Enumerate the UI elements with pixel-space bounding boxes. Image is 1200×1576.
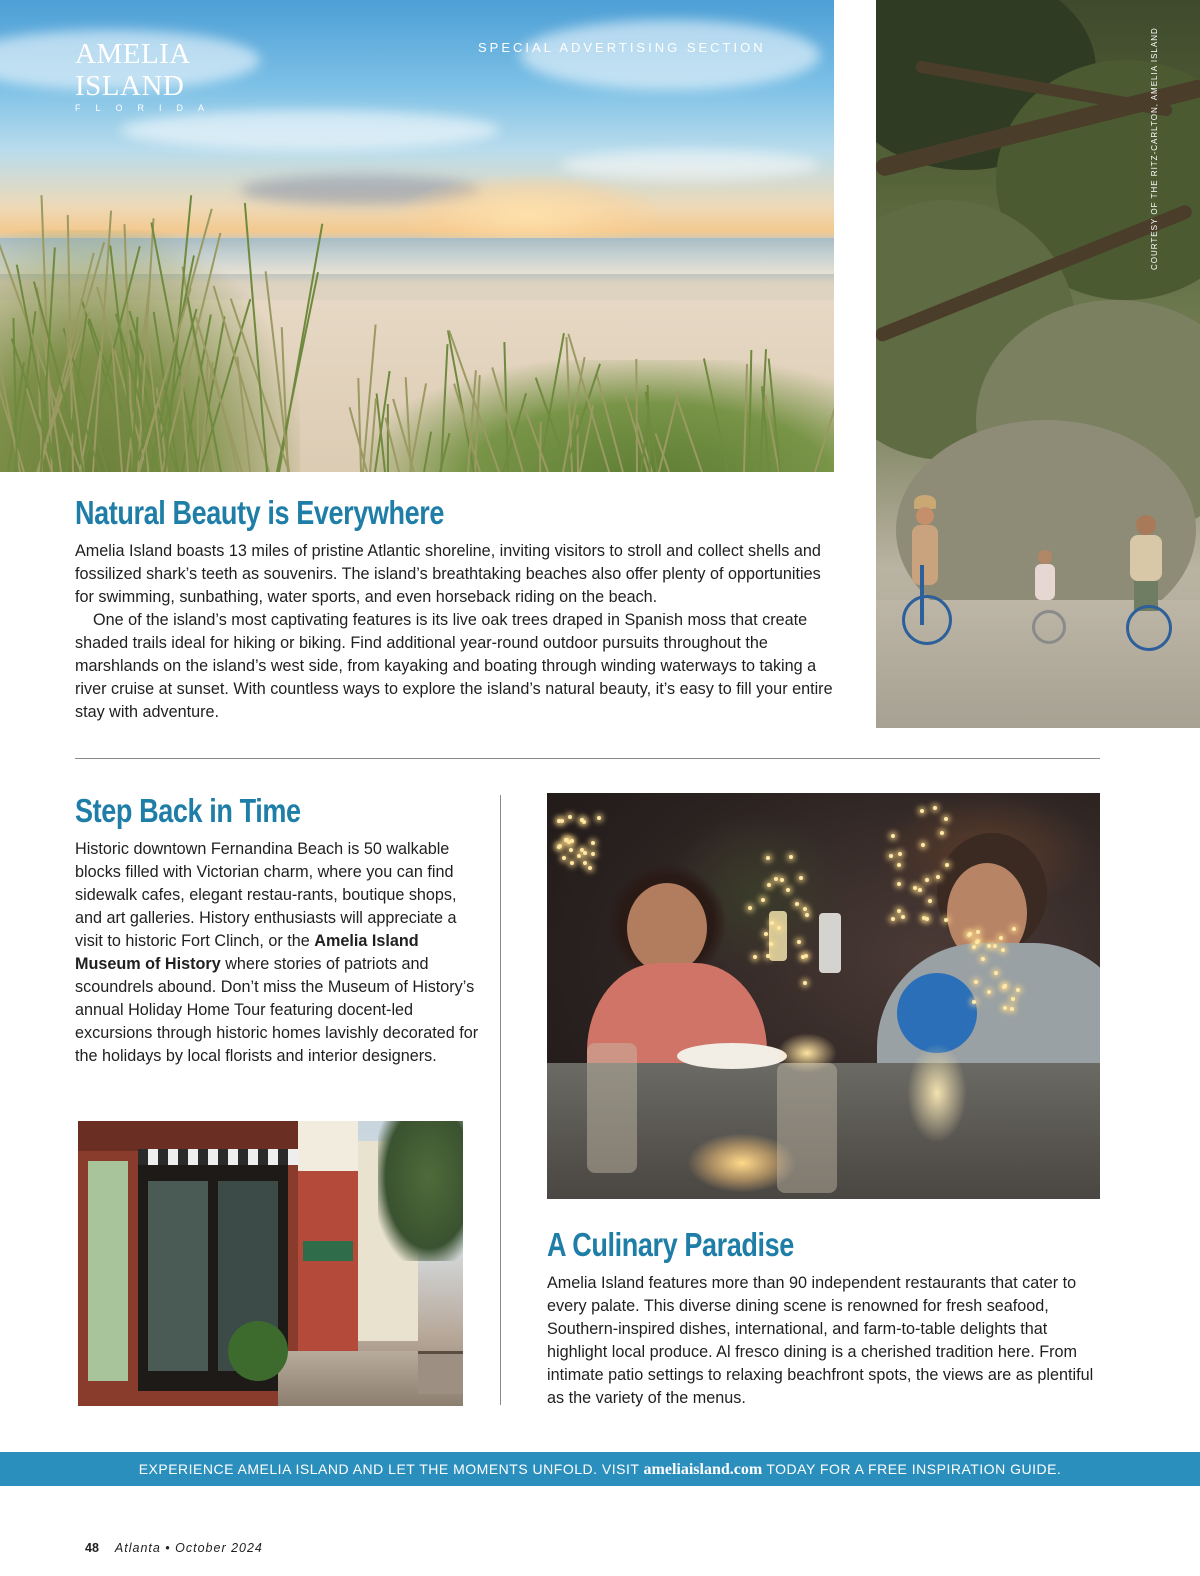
natural-beauty-paragraph-2: One of the island’s most captivating features is its live oak trees draped in Spanish moss that create shaded trails ideal for hiking or biking. Find additional year-round outdoor pursuits throughout the marshlands on the island’s west side, from kayaking and boating through winding waterways to taking a river cruise at sunset. With countless ways to explore the island’s natural beauty, it’s easy to fill your entire stay with adventure. (75, 611, 833, 721)
string-light (901, 915, 905, 919)
special-advertising-label: SPECIAL ADVERTISING SECTION (478, 40, 766, 55)
step-back-text-1: Historic downtown Fernandina Beach is 50 walkable blocks filled with Victorian charm, where you can find sidewalk cafes, elegant restau-rants, boutique shops, and art galleries. History enthusiasts will appreciate a visit to historic Fort Clinch, or the (75, 840, 457, 950)
sea-oat-blade (814, 350, 834, 472)
sea-oat-blade (748, 350, 752, 472)
string-light (897, 863, 901, 867)
natural-beauty-paragraph-1: Amelia Island boasts 13 miles of pristine Atlantic shoreline, inviting visitors to stroll and collect shells and fossilized shark’s teeth as souvenirs. The island’s breathtaking beaches also offer plenty of opportunities for swimming, sunbathing, water sports, and even horseback riding on the beach. (75, 542, 821, 606)
string-light (597, 816, 601, 820)
rider-child (1026, 550, 1066, 650)
string-light (981, 957, 985, 961)
sea-oat-blade (12, 318, 18, 472)
sea-oat-blade (676, 401, 702, 472)
string-light (1016, 988, 1020, 992)
section-divider (75, 758, 1100, 759)
string-light (968, 932, 972, 936)
string-light (580, 818, 584, 822)
string-light (944, 918, 948, 922)
ameliaisland-url: ameliaisland.com (643, 1461, 763, 1478)
magazine-issue: Atlanta • October 2024 (114, 1541, 263, 1555)
rider-man (1116, 515, 1176, 655)
string-light (944, 817, 948, 821)
culinary-paradise-body: Amelia Island features more than 90 independent restaurants that cater to every palate. This diverse dining scene is renowned for fresh seafood, Southern-inspired dishes, international, and farm-to-table delights that highlight local produce. Al fresco dining is a cherished tradition here. From intimate patio settings to relaxing beachfront spots, the views are as plentiful as the variety of the menus. (547, 1274, 1094, 1407)
string-light (577, 854, 581, 858)
museum-of-history-name: Amelia Island Museum of History (75, 932, 419, 973)
call-to-action-banner (0, 1452, 1200, 1486)
string-light (570, 861, 574, 865)
banner-text-2: TODAY FOR A FREE INSPIRATION GUIDE. (762, 1461, 1062, 1477)
step-back-body (75, 838, 480, 1068)
sea-oat-blade (635, 359, 638, 472)
string-light (1003, 1006, 1007, 1010)
sea-oat-blade (409, 383, 427, 472)
string-light (583, 851, 587, 855)
string-light (891, 834, 895, 838)
string-light (803, 907, 807, 911)
string-light (764, 932, 768, 936)
string-light (562, 856, 566, 860)
string-light (805, 913, 809, 917)
string-light (568, 815, 572, 819)
sea-oat-blade (539, 422, 542, 472)
string-light (925, 917, 929, 921)
photo-credit-text: COURTESY OF THE RITZ-CARLTON, AMELIA ISLAND (1150, 27, 1159, 270)
string-light (588, 866, 592, 870)
string-light (591, 841, 595, 845)
page-number: 48 (85, 1541, 99, 1555)
string-light (769, 942, 773, 946)
string-light (799, 876, 803, 880)
string-light (891, 917, 895, 921)
natural-beauty-heading: Natural Beauty is Everywhere (75, 494, 445, 531)
string-light (795, 902, 799, 906)
sea-oat-blade (387, 404, 389, 472)
string-light (921, 843, 925, 847)
rider-woman (894, 495, 954, 665)
sea-oat-blade (595, 373, 624, 472)
string-light (803, 981, 807, 985)
string-light (972, 1000, 976, 1004)
string-light (770, 921, 774, 925)
natural-beauty-body (75, 540, 835, 724)
column-divider (500, 795, 501, 1405)
string-light (975, 940, 979, 944)
step-back-text-2: where stories of patriots and scoundrels abound. Don’t miss the Museum of History’s annual Holiday Home Tour featuring docent-led excursions through historic homes lavishly decorated for the holidays by local florists and interior designers. (75, 955, 479, 1065)
historic-downtown-storefront-photo (78, 1121, 463, 1406)
sea-oat-blade (743, 364, 748, 472)
string-light (918, 888, 922, 892)
string-light (761, 898, 765, 902)
banner-text-1: EXPERIENCE AMELIA ISLAND AND LET THE MOMENTS UNFOLD. VISIT (138, 1461, 644, 1477)
string-light (569, 848, 573, 852)
string-light (583, 861, 587, 865)
page-footer (85, 1541, 263, 1555)
amelia-island-logo (75, 38, 245, 113)
photo-credit (1150, 27, 1164, 270)
sea-oat-blade (213, 286, 270, 472)
string-light (591, 852, 595, 856)
string-light (889, 854, 893, 858)
string-light (557, 845, 561, 849)
culinary-paradise-heading: A Culinary Paradise (547, 1226, 794, 1263)
sea-oat-blade (423, 431, 432, 472)
string-light (945, 863, 949, 867)
logo-subtitle: FLORIDA (75, 103, 220, 113)
string-light (987, 944, 991, 948)
sea-oat-blade (447, 330, 475, 472)
sea-oat-blade (703, 358, 729, 472)
string-light (897, 909, 901, 913)
string-light (570, 839, 574, 843)
string-light (920, 809, 924, 813)
step-back-heading: Step Back in Time (75, 792, 301, 829)
string-light (557, 819, 561, 823)
string-light (987, 990, 991, 994)
string-light (1001, 948, 1005, 952)
string-light (994, 971, 998, 975)
logo-wordmark: AMELIA ISLAND (75, 38, 190, 102)
string-light (936, 875, 940, 879)
string-light (999, 936, 1003, 940)
sea-oat-blade (658, 391, 680, 472)
outdoor-dining-couple-photo (547, 793, 1100, 1199)
